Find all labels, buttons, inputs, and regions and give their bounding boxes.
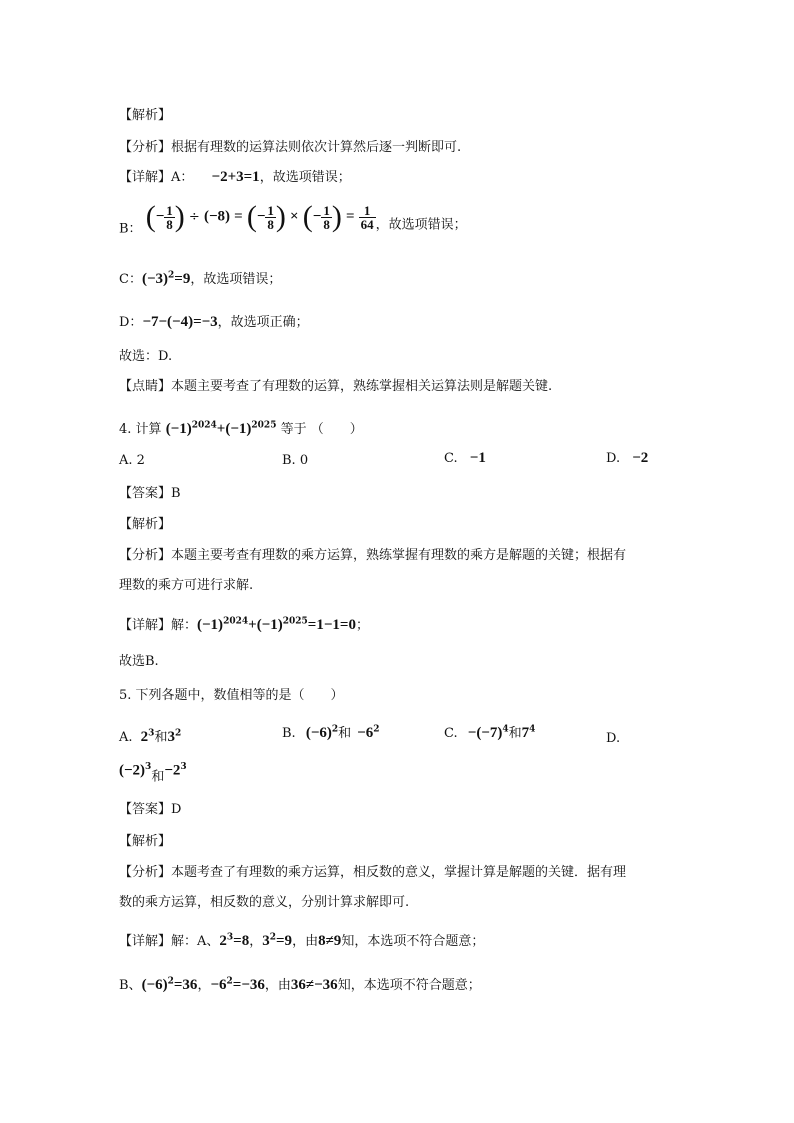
minus-sign: − <box>155 208 165 225</box>
q3-a-expression: −2+3=1 <box>211 169 260 185</box>
q5-a-exponent-2: 2 <box>174 728 182 739</box>
q4-sol-exponent-1: 2024 <box>223 616 249 627</box>
q5-xb-conclusion: 知，本选项不符合题意； <box>337 978 481 993</box>
q5-xb-by: ，由 <box>264 978 291 993</box>
q4-analysis-heading: 【解析】 <box>119 517 172 532</box>
q4-option-d-label: D. <box>606 451 621 466</box>
q4-final-choice: 故选B. <box>119 654 159 669</box>
q5-xb-exponent-1: 2 <box>167 976 174 987</box>
q3-b-fraction <box>164 204 175 231</box>
paren-open: ( <box>246 200 257 233</box>
q5-answer: 【答案】D <box>119 802 182 817</box>
q4-option-c-value: −1 <box>469 450 486 466</box>
q4-option-c <box>444 450 486 467</box>
fraction-numerator: 1 <box>166 202 173 218</box>
q5-a-base-2: 3 <box>167 729 175 745</box>
q5-xa-result-2: =9 <box>276 933 293 949</box>
q5-c-base-2: 7 <box>521 725 530 741</box>
fraction-numerator: 1 <box>363 202 371 218</box>
plus-sign: + <box>248 617 257 633</box>
q3-c-exponent: 2 <box>168 270 175 281</box>
q3-option-a-solution <box>119 166 351 186</box>
q4-sol-result: =1−1=0 <box>307 617 356 633</box>
q4-detail-label: 【详解】解： <box>119 618 198 633</box>
q5-xb-result-2: =−36 <box>232 977 265 993</box>
q5-xa-comparison: 8≠9 <box>318 933 342 949</box>
q5-xb-result-1: =36 <box>173 977 198 993</box>
q5-xb-base-2: −6 <box>210 977 227 993</box>
q3-b-conclusion: ，故选项错误； <box>375 217 467 233</box>
q5-b-exponent-1: 2 <box>331 724 339 735</box>
q3-analysis-text: 【分析】根据有理数的运算法则依次计算然后逐一判断即可. <box>119 140 462 155</box>
q5-analysis-heading: 【解析】 <box>119 834 172 849</box>
q5-a-base-1: 2 <box>140 729 149 745</box>
q5-option-d <box>119 762 187 784</box>
q3-final-choice: 故选：D. <box>119 349 173 364</box>
q3-b-fraction-3 <box>321 204 332 231</box>
q5-detail-a <box>119 930 484 950</box>
q3-d-label: D： <box>119 315 143 330</box>
q3-c-conclusion: ，故选项错误； <box>190 272 282 287</box>
paren-close: ) <box>174 200 185 233</box>
q5-option-d-label: D. <box>606 731 621 746</box>
q3-c-label: C： <box>119 272 142 287</box>
q5-xa-exponent-2: 2 <box>269 932 276 943</box>
paren-open: ( <box>302 200 313 233</box>
q3-option-b-solution <box>119 200 467 237</box>
q3-a-conclusion: ，故选项错误； <box>259 170 351 185</box>
q5-b-base-1: (−6) <box>305 725 332 741</box>
paren-close: ) <box>275 200 286 233</box>
q4-base-1: (−1) <box>165 421 192 437</box>
q4-option-c-label: C. <box>444 451 458 466</box>
q4-analysis-text-1: 【分析】本题主要考查有理数的乘方运算，熟练掌握有理数的乘方是解题的关键；根据有 <box>119 548 627 563</box>
paren-open: ( <box>145 200 156 233</box>
comma: ， <box>249 934 263 949</box>
q5-d-exponent-2: 3 <box>180 762 187 772</box>
q4-stem <box>119 418 363 438</box>
q4-answer: 【答案】B <box>119 486 181 501</box>
comma: ， <box>197 978 211 993</box>
q5-stem: 5. 下列各题中，数值相等的是（ ） <box>119 688 344 703</box>
q5-option-c <box>444 722 535 742</box>
minus-sign: − <box>256 208 266 225</box>
q5-xa-result-1: =8 <box>233 933 250 949</box>
q3-comment: 【点睛】本题主要考查了有理数的运算，熟练掌握相关运算法则是解题关键. <box>119 379 553 394</box>
fraction-denominator: 64 <box>360 216 374 232</box>
q5-b-base-2: −6 <box>357 725 374 741</box>
q3-b-label: B： <box>119 221 142 237</box>
q4-analysis-text-2: 理数的乘方可进行求解. <box>119 578 254 593</box>
q5-c-base-1: −(−7) <box>467 725 503 741</box>
q3-d-conclusion: ，故选项正确； <box>217 315 309 330</box>
q5-option-b-label: B. <box>282 726 296 741</box>
q4-detail-solution <box>119 614 369 634</box>
q5-xa-conclusion: 知，本选项不符合题意； <box>341 934 485 949</box>
q5-c-and: 和 <box>508 726 522 741</box>
q5-d-and: 和 <box>151 769 165 785</box>
q4-sol-semicolon: ； <box>355 618 369 633</box>
q5-xa-by: ，由 <box>292 934 319 949</box>
q5-detail-label: 【详解】解：A、 <box>119 934 220 949</box>
q5-xa-exponent-1: 3 <box>226 932 234 943</box>
q4-sol-exponent-2: 2025 <box>282 616 308 627</box>
minus-sign: − <box>312 208 322 225</box>
q5-c-exponent-2: 4 <box>529 724 536 735</box>
q5-xa-base-2: 3 <box>262 933 270 949</box>
q4-base-2: (−1) <box>225 421 252 437</box>
q3-d-expression: −7−(−4)=−3 <box>142 314 218 330</box>
q5-a-and: 和 <box>154 730 168 745</box>
q4-number-label: 4. 计算 <box>119 422 162 437</box>
q3-option-c-solution <box>119 268 281 288</box>
fraction-denominator: 8 <box>323 216 330 232</box>
q5-d-exponent-1: 3 <box>145 762 152 772</box>
q5-xb-label: B、 <box>119 978 142 993</box>
q3-b-divisor: (−8) <box>203 208 230 225</box>
q4-option-b: B. 0 <box>282 453 309 468</box>
q4-option-d <box>606 450 648 467</box>
q3-b-fraction-2 <box>265 204 276 231</box>
q3-detail-label: 【详解】A： <box>119 170 194 185</box>
equals-sign: = <box>345 208 355 225</box>
q5-xb-base-1: (−6) <box>141 977 168 993</box>
q5-d-base-2: −2 <box>164 762 181 779</box>
q5-option-a-label: A. <box>119 730 133 745</box>
fraction-numerator: 1 <box>267 202 274 218</box>
q3-option-d-solution <box>119 311 309 331</box>
q5-option-b <box>282 722 379 742</box>
q4-sol-base-2: (−1) <box>256 617 283 633</box>
q5-b-exponent-2: 2 <box>373 724 380 735</box>
q4-exponent-1: 2024 <box>191 420 217 431</box>
q5-xb-exponent-2: 2 <box>226 976 233 987</box>
fraction-denominator: 8 <box>166 216 173 232</box>
plus-sign: + <box>216 421 226 437</box>
q3-analysis-heading: 【解析】 <box>119 108 172 123</box>
q4-stem-tail: 等于 （ ） <box>280 422 363 437</box>
fraction-denominator: 8 <box>267 216 274 232</box>
q5-d-base-1: (−2) <box>119 762 146 779</box>
equals-sign: = <box>234 208 243 225</box>
q5-analysis-text-1: 【分析】本题考查了有理数的乘方运算，相反数的意义，掌握计算是解题的关键．据有理 <box>119 865 627 880</box>
paren-close: ) <box>331 200 342 233</box>
q4-option-a: A. 2 <box>119 453 145 468</box>
q5-xa-base-1: 2 <box>219 933 227 949</box>
q5-option-a <box>119 726 181 746</box>
q5-detail-b <box>119 974 481 994</box>
division-sign: ÷ <box>188 209 200 225</box>
q4-sol-base-1: (−1) <box>197 617 224 633</box>
q4-option-d-value: −2 <box>632 450 649 466</box>
q5-option-c-label: C. <box>444 726 458 741</box>
q5-a-exponent-1: 3 <box>148 728 155 739</box>
q3-c-base: (−3) <box>141 271 168 287</box>
q3-b-result-fraction <box>359 204 376 231</box>
q5-xb-comparison: 36≠−36 <box>290 977 338 993</box>
q5-b-and: 和 <box>338 726 352 741</box>
q5-analysis-text-2: 数的乘方运算，相反数的意义，分别计算求解即可. <box>119 895 410 910</box>
q4-exponent-2: 2025 <box>251 420 277 431</box>
q5-c-exponent-1: 4 <box>502 724 509 735</box>
multiplication-sign: × <box>290 208 299 225</box>
fraction-numerator: 1 <box>323 202 330 218</box>
q3-c-result: =9 <box>174 271 191 287</box>
